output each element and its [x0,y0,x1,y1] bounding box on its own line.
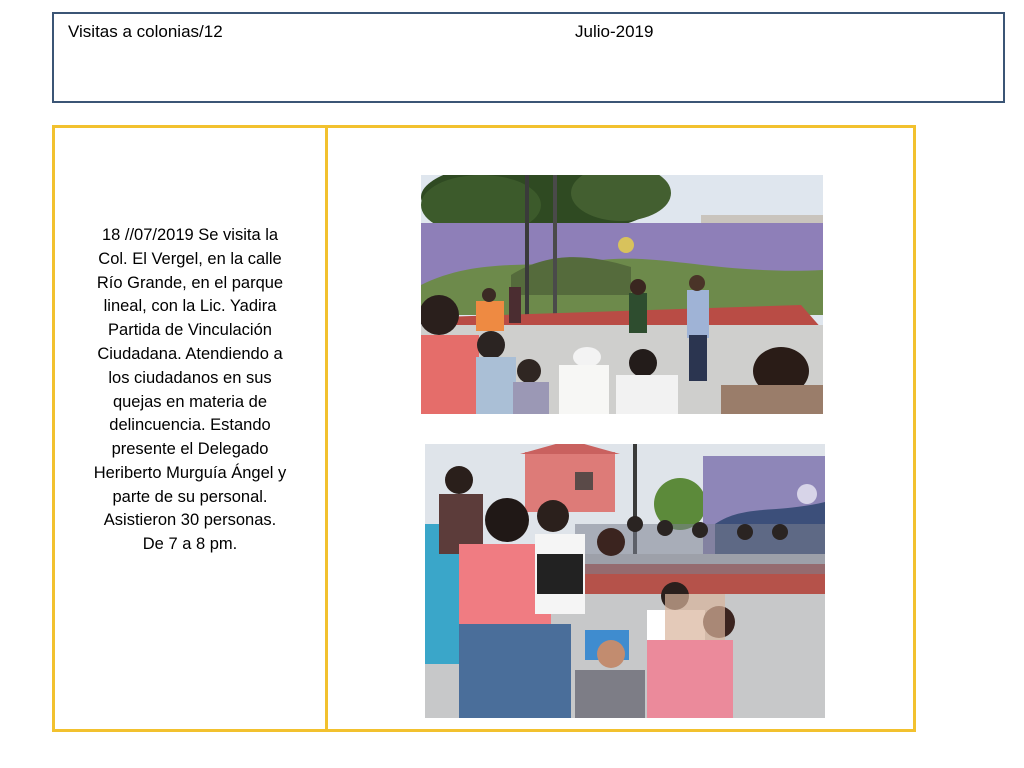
visit-description [75,224,305,557]
description-line: presente el Delegado [111,440,269,459]
visit-photo-mural [421,175,823,414]
description-line: Heriberto Murguía Ángel y [93,463,287,482]
description-line: quejas en materia de [112,392,268,411]
description-line: De 7 a 8 pm. [142,535,238,554]
description-line: los ciudadanos en sus [108,368,272,387]
header-title: Visitas a colonias/12 [68,22,223,41]
description-line: parte de su personal. [112,487,268,506]
content-table [52,125,916,732]
description-line: Ciudadana. Atendiendo a [97,344,283,363]
header-date: Julio-2019 [575,22,654,41]
description-line: delincuencia. Estando [109,416,271,435]
header-box [52,12,1005,103]
description-line: 18 //07/2019 Se visita la [101,225,279,244]
description-line: Río Grande, en el parque [96,273,284,292]
description-line: Partida de Vinculación [108,321,272,340]
description-line: Col. El Vergel, en la calle [98,249,282,268]
description-line: Asistieron 30 personas. [103,511,277,530]
description-line: lineal, con la Lic. Yadira [103,297,277,316]
visit-photo-audience [425,444,825,718]
description-cell [55,128,328,729]
